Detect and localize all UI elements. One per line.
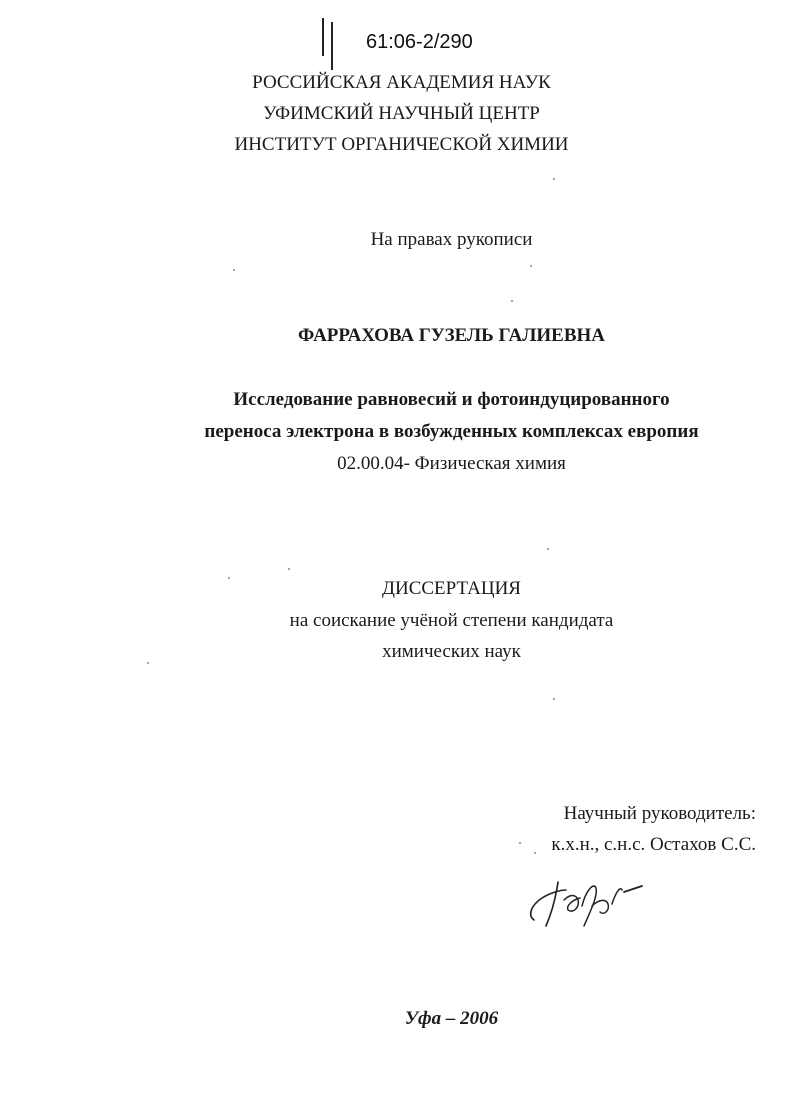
scan-speck [530, 265, 532, 267]
document-type-heading: ДИССЕРТАЦИЯ [382, 578, 521, 599]
thesis-specialty: 02.00.04- Физическая химия [337, 453, 566, 474]
supervisor-label: Научный руководитель: [563, 803, 756, 824]
margin-bar-right [331, 22, 333, 70]
header-academy: РОССИЙСКАЯ АКАДЕМИЯ НАУК [252, 72, 551, 93]
thesis-title-line2: переноса электрона в возбужденных комплексах европия [204, 421, 699, 442]
scan-speck [288, 568, 290, 570]
archive-stamp-code: 61:06-2/290 [366, 31, 473, 53]
scan-speck [228, 577, 230, 579]
scan-speck [547, 548, 549, 550]
scan-speck [553, 698, 555, 700]
document-type-line2: химических наук [382, 641, 521, 662]
thesis-title-line1: Исследование равновесий и фотоиндуцированного [233, 389, 670, 410]
header-center: УФИМСКИЙ НАУЧНЫЙ ЦЕНТР [263, 103, 540, 124]
scan-speck [511, 300, 513, 302]
supervisor-name: к.х.н., с.н.с. Остахов С.С. [551, 834, 756, 855]
author-name: ФАРРАХОВА ГУЗЕЛЬ ГАЛИЕВНА [297, 325, 606, 346]
margin-bar-left [322, 18, 324, 56]
handwritten-signature-icon [520, 876, 650, 936]
scan-speck [553, 178, 555, 180]
rights-note: На правах рукописи [370, 229, 533, 250]
header-institute: ИНСТИТУТ ОРГАНИЧЕСКОЙ ХИМИИ [234, 134, 569, 155]
document-type-line1: на соискание учёной степени кандидата [289, 610, 614, 631]
scan-speck [233, 269, 235, 271]
place-and-year: Уфа – 2006 [404, 1008, 499, 1029]
scan-speck [534, 852, 536, 854]
scan-speck [147, 662, 149, 664]
scan-speck [519, 842, 521, 844]
